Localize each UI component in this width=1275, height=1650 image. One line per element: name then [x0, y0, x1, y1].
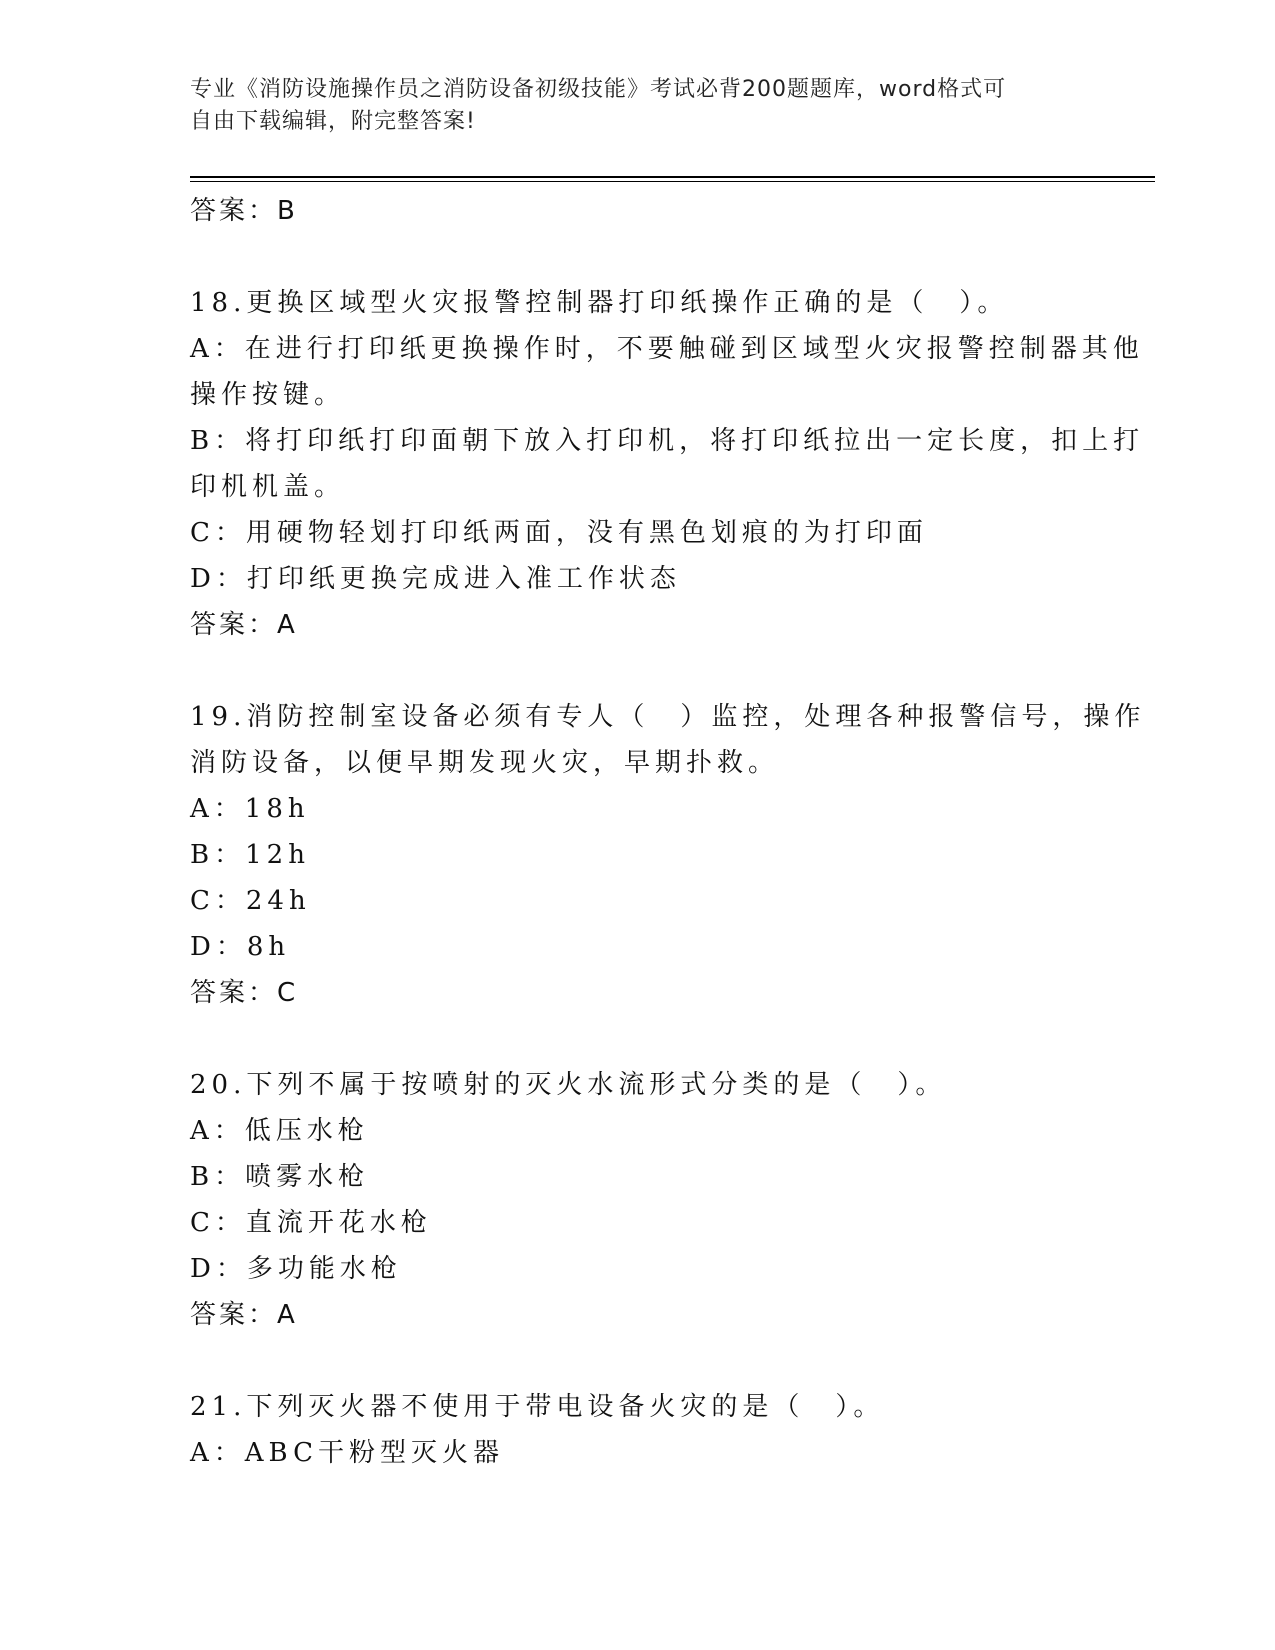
- header-line-2: 自由下载编辑，附完整答案!: [190, 109, 476, 134]
- question-stem: 21.下列灭火器不使用于带电设备火灾的是（ ）。: [190, 1392, 885, 1422]
- answer: 答案：C: [190, 978, 299, 1008]
- question-18: [190, 280, 1145, 648]
- option-a: A：在进行打印纸更换操作时，不要触碰到区域型火灾报警控制器其他: [190, 334, 1144, 364]
- header-divider-thin: [190, 181, 1155, 182]
- question-stem: 19.消防控制室设备必须有专人（ ）监控，处理各种报警信号，操作: [190, 702, 1146, 732]
- question-stem-cont: 消防设备，以便早期发现火灾，早期扑救。: [190, 748, 780, 778]
- option-d: D：多功能水枪: [190, 1254, 402, 1284]
- answer-17: 答案：B: [190, 196, 298, 226]
- answer: 答案：A: [190, 1300, 298, 1330]
- option-b: B：12h: [190, 840, 310, 870]
- option-a: A：ABC干粉型灭火器: [190, 1438, 505, 1468]
- option-b: B：将打印纸打印面朝下放入打印机，将打印纸拉出一定长度，扣上打: [190, 426, 1145, 456]
- option-c: C：直流开花水枪: [190, 1208, 432, 1238]
- question-stem: 20.下列不属于按喷射的灭火水流形式分类的是（ ）。: [190, 1070, 947, 1100]
- option-c: C：24h: [190, 886, 311, 916]
- option-b: B：喷雾水枪: [190, 1162, 370, 1192]
- header-divider-thick: [190, 176, 1155, 178]
- option-a: A：低压水枪: [190, 1116, 369, 1146]
- spacer: [190, 234, 1090, 280]
- option-a-cont: 操作按键。: [190, 380, 346, 410]
- answer: 答案：A: [190, 610, 298, 640]
- question-19: [190, 694, 1146, 1016]
- question-21: [190, 1384, 1090, 1476]
- option-c: C：用硬物轻划打印纸两面，没有黑色划痕的为打印面: [190, 518, 928, 548]
- option-b-cont: 印机机盖。: [190, 472, 346, 502]
- document-header: [190, 74, 1070, 138]
- spacer: [190, 648, 1090, 694]
- question-stem: 18.更换区域型火灾报警控制器打印纸操作正确的是（ ）。: [190, 288, 1009, 318]
- question-20: [190, 1062, 1090, 1338]
- spacer: [190, 1016, 1090, 1062]
- spacer: [190, 1338, 1090, 1384]
- question-list: [190, 188, 1146, 1476]
- option-d: D：打印纸更换完成进入准工作状态: [190, 564, 681, 594]
- header-line-1: 专业《消防设施操作员之消防设备初级技能》考试必背200题题库，word格式可: [190, 77, 1007, 102]
- option-a: A：18h: [190, 794, 310, 824]
- option-d: D：8h: [190, 932, 291, 962]
